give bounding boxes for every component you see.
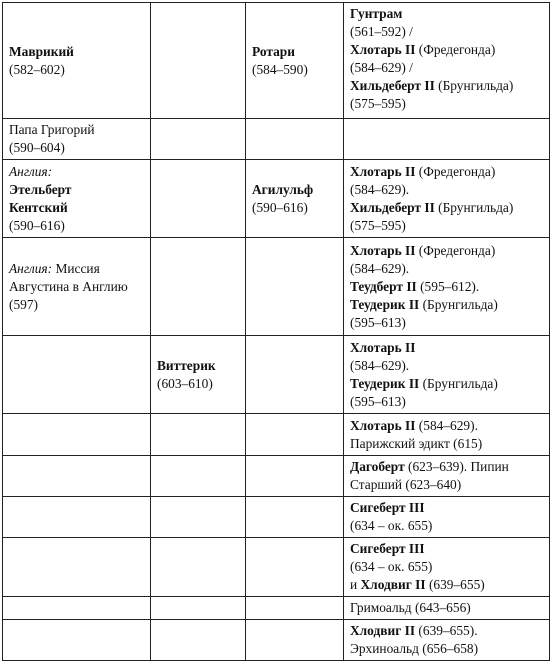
table-cell-col1: [3, 160, 151, 238]
name-text: Виттерик: [157, 357, 216, 373]
cell-text: (590–616): [252, 199, 308, 215]
cell-line: [350, 393, 543, 411]
cell-line: [157, 375, 239, 393]
cell-text: и: [350, 577, 361, 592]
cell-text: (584–590): [252, 61, 308, 77]
cell-text: (584–629).: [350, 357, 410, 373]
cell-line: [252, 43, 337, 61]
table-cell-col1: [3, 597, 151, 620]
cell-line: [350, 314, 543, 332]
table-cell-col2: [151, 238, 246, 336]
cell-text: Миссия: [52, 260, 100, 276]
table-row: [3, 3, 550, 119]
table-cell-col2: [151, 336, 246, 414]
cell-line: [350, 375, 543, 393]
name-text: Хильдеберт II: [350, 78, 435, 93]
table-cell-col2: [151, 538, 246, 597]
cell-text: (639–655): [425, 577, 485, 592]
cell-line: [350, 558, 543, 576]
cell-text: (595–613): [350, 393, 406, 409]
chronology-table-body: [3, 3, 550, 661]
cell-line: [9, 260, 144, 278]
cell-text: (634 – ок. 655): [350, 518, 433, 533]
name-text: Кентский: [9, 199, 68, 215]
cell-line: [350, 77, 543, 95]
table-cell-col4: [344, 538, 550, 597]
region-label: Англия:: [9, 163, 53, 179]
name-text: Дагоберт: [350, 459, 405, 474]
cell-text: (575–595): [350, 96, 406, 111]
table-cell-col2: [151, 456, 246, 497]
table-cell-col4: [344, 3, 550, 119]
cell-text: (Брунгильда): [419, 296, 498, 312]
name-text: Хлотарь II: [350, 339, 416, 355]
table-cell-col2: [151, 119, 246, 160]
name-text: Ротари: [252, 43, 295, 59]
table-cell-col4: [344, 620, 550, 661]
name-text: Хлотарь II: [350, 417, 416, 433]
cell-line: [350, 640, 543, 658]
table-row: [3, 456, 550, 497]
cell-text: Гримоальд (643–656): [350, 600, 471, 615]
cell-line: [9, 278, 144, 296]
cell-line: [350, 517, 543, 535]
table-cell-col3: [246, 538, 344, 597]
cell-line: [350, 339, 543, 357]
name-text: Маврикий: [9, 43, 74, 59]
cell-line: [350, 357, 543, 375]
table-cell-col2: [151, 597, 246, 620]
name-text: Гунтрам: [350, 6, 403, 21]
table-row: [3, 597, 550, 620]
cell-text: Августина в Англию: [9, 278, 128, 294]
cell-line: [350, 95, 543, 113]
name-text: Теудерик II: [350, 375, 420, 391]
table-row: [3, 238, 550, 336]
name-text: Теудберт II: [350, 278, 417, 294]
table-cell-col3: [246, 414, 344, 456]
cell-line: [9, 43, 144, 61]
table-cell-col1: [3, 3, 151, 119]
table-cell-col1: [3, 538, 151, 597]
table-cell-col4: [344, 456, 550, 497]
cell-line: [350, 199, 543, 217]
name-text: Хлотарь II: [350, 242, 416, 258]
cell-line: [9, 296, 144, 314]
region-label: Англия:: [9, 260, 53, 276]
cell-line: [350, 435, 543, 453]
cell-line: [9, 199, 144, 217]
cell-line: [350, 181, 543, 199]
cell-text: Парижский эдикт (615): [350, 435, 483, 451]
cell-line: [9, 139, 144, 157]
table-cell-col3: [246, 160, 344, 238]
cell-text: (639–655).: [415, 623, 478, 638]
table-cell-col1: [3, 414, 151, 456]
table-cell-col1: [3, 456, 151, 497]
table-cell-col2: [151, 414, 246, 456]
table-cell-col4: [344, 238, 550, 336]
table-cell-col4: [344, 336, 550, 414]
table-row: [3, 497, 550, 538]
cell-line: [350, 242, 543, 260]
table-cell-col3: [246, 597, 344, 620]
cell-line: [350, 217, 543, 235]
cell-line: [9, 217, 144, 235]
table-row: [3, 336, 550, 414]
cell-text: (Фредегонда): [415, 163, 496, 179]
cell-line: [350, 417, 543, 435]
table-row: [3, 119, 550, 160]
table-cell-col2: [151, 497, 246, 538]
table-row: [3, 538, 550, 597]
cell-line: [9, 121, 144, 139]
cell-text: (623–639). Пипин: [404, 459, 509, 474]
cell-text: (Фредегонда): [415, 42, 496, 57]
cell-text: (634 – ок. 655): [350, 559, 433, 574]
table-cell-col3: [246, 238, 344, 336]
table-cell-col3: [246, 3, 344, 119]
cell-line: [350, 41, 543, 59]
cell-line: [350, 622, 543, 640]
cell-line: [350, 278, 543, 296]
cell-line: [350, 540, 543, 558]
cell-text: (584–629).: [350, 181, 410, 197]
name-text: Сигеберт III: [350, 541, 425, 556]
cell-text: (Брунгильда): [434, 78, 514, 93]
cell-line: [9, 181, 144, 199]
cell-line: [350, 458, 543, 476]
cell-text: (575–595): [350, 217, 406, 233]
table-cell-col4: [344, 119, 550, 160]
cell-text: (590–604): [9, 140, 65, 155]
table-cell-col1: [3, 119, 151, 160]
cell-text: (595–613): [350, 314, 406, 330]
cell-text: (595–612).: [416, 278, 480, 294]
cell-text: (584–629).: [350, 260, 410, 276]
cell-line: [252, 181, 337, 199]
table-cell-col3: [246, 620, 344, 661]
cell-line: [157, 357, 239, 375]
table-row: [3, 620, 550, 661]
chronology-table: [2, 2, 550, 661]
cell-line: [9, 61, 144, 79]
cell-line: [350, 599, 543, 617]
table-row: [3, 160, 550, 238]
cell-text: (603–610): [157, 375, 213, 391]
name-text: Теудерик II: [350, 296, 420, 312]
cell-line: [350, 59, 543, 77]
name-text: Агилульф: [252, 181, 314, 197]
cell-text: (561–592) /: [350, 24, 413, 39]
cell-text: Эрхиноальд (656–658): [350, 641, 479, 656]
table-cell-col3: [246, 497, 344, 538]
cell-line: [350, 576, 543, 594]
table-cell-col4: [344, 414, 550, 456]
cell-line: [350, 499, 543, 517]
cell-line: [350, 476, 543, 494]
table-cell-col2: [151, 3, 246, 119]
cell-text: (584–629).: [415, 417, 478, 433]
cell-text: Папа Григорий: [9, 122, 95, 137]
cell-text: Старший (623–640): [350, 477, 462, 492]
table-cell-col2: [151, 160, 246, 238]
table-cell-col3: [246, 119, 344, 160]
cell-text: (Фредегонда): [415, 242, 496, 258]
name-text: Этельберт: [9, 181, 72, 197]
table-cell-col4: [344, 597, 550, 620]
cell-text: (582–602): [9, 61, 65, 77]
table-cell-col1: [3, 336, 151, 414]
table-cell-col2: [151, 620, 246, 661]
table-cell-col3: [246, 336, 344, 414]
table-cell-col1: [3, 497, 151, 538]
cell-line: [350, 163, 543, 181]
name-text: Хлотарь II: [350, 42, 416, 57]
table-cell-col4: [344, 497, 550, 538]
cell-line: [252, 199, 337, 217]
table-row: [3, 414, 550, 456]
cell-line: [252, 61, 337, 79]
cell-text: (Брунгильда): [419, 375, 498, 391]
cell-line: [350, 5, 543, 23]
name-text: Хлотарь II: [350, 163, 416, 179]
cell-line: [350, 260, 543, 278]
cell-text: (597): [9, 296, 39, 312]
table-cell-col3: [246, 456, 344, 497]
cell-text: (Брунгильда): [434, 199, 514, 215]
table-cell-col1: [3, 238, 151, 336]
cell-text: (590–616): [9, 217, 65, 233]
table-cell-col4: [344, 160, 550, 238]
cell-line: [350, 296, 543, 314]
name-text: Хильдеберт II: [350, 199, 435, 215]
cell-line: [350, 23, 543, 41]
table-cell-col1: [3, 620, 151, 661]
cell-text: (584–629) /: [350, 60, 413, 75]
name-text: Хлодвиг II: [350, 623, 416, 638]
name-text: Хлодвиг II: [360, 577, 426, 592]
name-text: Сигеберт III: [350, 500, 425, 515]
cell-line: [9, 163, 144, 181]
